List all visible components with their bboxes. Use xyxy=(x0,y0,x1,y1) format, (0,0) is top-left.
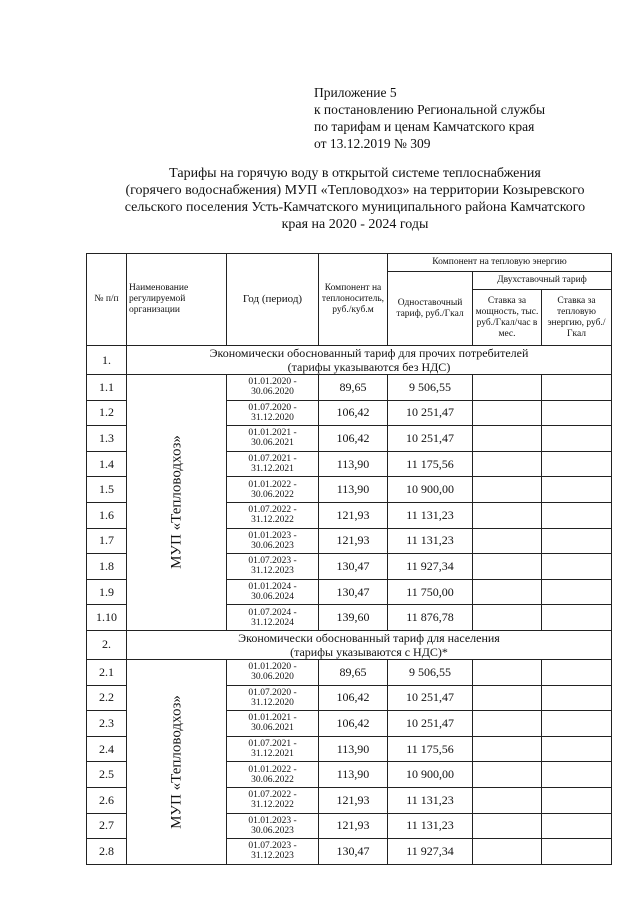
period-start: 01.07.2023 - xyxy=(248,556,297,567)
period-cell xyxy=(227,839,319,865)
period-end: 31.12.2021 xyxy=(251,749,294,760)
energy-rate-value xyxy=(542,426,612,452)
water-component-value: 121,93 xyxy=(319,502,388,528)
capacity-rate-value xyxy=(473,659,542,685)
period-cell xyxy=(227,762,319,788)
header-heat-component: Компонент на тепловую энергию xyxy=(388,254,612,272)
water-component-value: 106,42 xyxy=(319,426,388,452)
water-component-value: 106,42 xyxy=(319,685,388,711)
water-component-value: 89,65 xyxy=(319,659,388,685)
water-component-value: 130,47 xyxy=(319,579,388,605)
period-start: 01.01.2023 - xyxy=(248,530,297,541)
appendix-line-2: к постановлению Региональной службы xyxy=(314,102,546,117)
capacity-rate-value xyxy=(473,839,542,865)
water-component-value: 139,60 xyxy=(319,605,388,631)
table-body xyxy=(87,346,612,865)
energy-rate-value xyxy=(542,579,612,605)
period-cell xyxy=(227,659,319,685)
capacity-rate-value xyxy=(473,711,542,737)
energy-rate-value xyxy=(542,477,612,503)
water-component-value: 106,42 xyxy=(319,711,388,737)
section-title xyxy=(127,346,612,375)
document-title xyxy=(80,165,630,233)
organization-cell xyxy=(127,659,227,864)
period-cell xyxy=(227,451,319,477)
title-line-2: (горячего водоснабжения) МУП «Тепловодхоз» на территории Козыревского xyxy=(125,183,585,198)
row-number: 2.8 xyxy=(87,839,127,865)
period-cell xyxy=(227,477,319,503)
water-component-value: 130,47 xyxy=(319,554,388,580)
capacity-rate-value xyxy=(473,554,542,580)
period-start: 01.01.2020 - xyxy=(248,662,297,673)
period-cell xyxy=(227,711,319,737)
energy-rate-value xyxy=(542,528,612,554)
header-water-component: Компонент на теплоноситель, руб./куб.м xyxy=(319,254,388,346)
period-cell xyxy=(227,736,319,762)
header-energy-rate: Ставка за тепловую энергию, руб./Гкал xyxy=(542,290,612,346)
period-cell xyxy=(227,554,319,580)
period-end: 30.06.2022 xyxy=(251,489,294,500)
water-component-value: 121,93 xyxy=(319,787,388,813)
water-component-value: 113,90 xyxy=(319,477,388,503)
row-number: 1.9 xyxy=(87,579,127,605)
water-component-value: 113,90 xyxy=(319,736,388,762)
water-component-value: 106,42 xyxy=(319,400,388,426)
energy-rate-value xyxy=(542,502,612,528)
section-row xyxy=(87,346,612,375)
header-two-rate: Двухставочный тариф xyxy=(473,272,612,290)
period-cell xyxy=(227,528,319,554)
period-start: 01.01.2020 - xyxy=(248,377,297,388)
energy-rate-value xyxy=(542,711,612,737)
tariff-table xyxy=(86,253,612,865)
energy-rate-value xyxy=(542,554,612,580)
period-start: 01.01.2021 - xyxy=(248,428,297,439)
single-rate-value: 11 131,23 xyxy=(388,787,473,813)
water-component-value: 113,90 xyxy=(319,451,388,477)
period-start: 01.01.2021 - xyxy=(248,713,297,724)
period-start: 01.07.2024 - xyxy=(248,607,297,618)
table-row xyxy=(87,659,612,685)
header-single-rate: Одноставочный тариф, руб./Гкал xyxy=(388,272,473,346)
water-component-value: 89,65 xyxy=(319,375,388,401)
row-number: 1.7 xyxy=(87,528,127,554)
period-start: 01.07.2023 - xyxy=(248,841,297,852)
single-rate-value: 10 900,00 xyxy=(388,762,473,788)
period-start: 01.01.2022 - xyxy=(248,479,297,490)
capacity-rate-value xyxy=(473,502,542,528)
appendix-line-4: от 13.12.2019 № 309 xyxy=(314,136,431,151)
period-cell xyxy=(227,375,319,401)
water-component-value: 113,90 xyxy=(319,762,388,788)
period-end: 30.06.2023 xyxy=(251,825,294,836)
period-end: 30.06.2022 xyxy=(251,774,294,785)
period-start: 01.07.2021 - xyxy=(248,739,297,750)
period-end: 30.06.2023 xyxy=(251,540,294,551)
capacity-rate-value xyxy=(473,477,542,503)
period-start: 01.01.2023 - xyxy=(248,815,297,826)
capacity-rate-value xyxy=(473,579,542,605)
energy-rate-value xyxy=(542,375,612,401)
capacity-rate-value xyxy=(473,451,542,477)
row-number: 2.2 xyxy=(87,685,127,711)
organization-name: МУП «Тепловодхоз» xyxy=(168,435,184,570)
period-end: 31.12.2022 xyxy=(251,515,294,526)
period-cell xyxy=(227,400,319,426)
water-component-value: 121,93 xyxy=(319,528,388,554)
period-end: 31.12.2020 xyxy=(251,412,294,423)
single-rate-value: 11 175,56 xyxy=(388,451,473,477)
period-start: 01.07.2022 - xyxy=(248,790,297,801)
period-cell xyxy=(227,787,319,813)
water-component-value: 130,47 xyxy=(319,839,388,865)
period-start: 01.07.2020 - xyxy=(248,687,297,698)
section-title-line-1: Экономически обоснованный тариф для населения xyxy=(238,630,500,645)
period-cell xyxy=(227,426,319,452)
capacity-rate-value xyxy=(473,762,542,788)
row-number: 1.5 xyxy=(87,477,127,503)
row-number: 2.6 xyxy=(87,787,127,813)
water-component-value: 121,93 xyxy=(319,813,388,839)
row-number: 2.1 xyxy=(87,659,127,685)
single-rate-value: 11 927,34 xyxy=(388,839,473,865)
capacity-rate-value xyxy=(473,375,542,401)
period-start: 01.07.2020 - xyxy=(248,402,297,413)
capacity-rate-value xyxy=(473,400,542,426)
organization-cell xyxy=(127,375,227,631)
period-start: 01.01.2022 - xyxy=(248,764,297,775)
row-number: 1.3 xyxy=(87,426,127,452)
period-cell xyxy=(227,685,319,711)
energy-rate-value xyxy=(542,813,612,839)
period-end: 31.12.2023 xyxy=(251,566,294,577)
header-capacity-rate: Ставка за мощность, тыс. руб./Гкал/час в мес. xyxy=(473,290,542,346)
section-title-line-2: (тарифы указываются с НДС)* xyxy=(290,644,448,659)
title-line-3: сельского поселения Усть-Камчатского муниципального района Камчатского xyxy=(124,200,586,215)
energy-rate-value xyxy=(542,839,612,865)
row-number: 1.10 xyxy=(87,605,127,631)
energy-rate-value xyxy=(542,400,612,426)
period-end: 30.06.2024 xyxy=(251,592,294,603)
capacity-rate-value xyxy=(473,528,542,554)
title-line-4: края на 2020 - 2024 годы xyxy=(281,217,429,232)
row-number: 2.4 xyxy=(87,736,127,762)
row-number: 1.4 xyxy=(87,451,127,477)
row-number: 1.1 xyxy=(87,375,127,401)
header-period: Год (период) xyxy=(227,254,319,346)
row-number: 1.2 xyxy=(87,400,127,426)
appendix-line-3: по тарифам и ценам Камчатского края xyxy=(314,119,535,134)
row-number: 1.6 xyxy=(87,502,127,528)
section-title-line-1: Экономически обоснованный тариф для прочих потребителей xyxy=(209,346,529,360)
period-cell xyxy=(227,502,319,528)
energy-rate-value xyxy=(542,605,612,631)
row-number: 2.7 xyxy=(87,813,127,839)
energy-rate-value xyxy=(542,736,612,762)
row-number: 2.3 xyxy=(87,711,127,737)
section-title xyxy=(127,630,612,659)
single-rate-value: 10 251,47 xyxy=(388,426,473,452)
single-rate-value: 11 927,34 xyxy=(388,554,473,580)
single-rate-value: 10 251,47 xyxy=(388,685,473,711)
single-rate-value: 11 131,23 xyxy=(388,502,473,528)
energy-rate-value xyxy=(542,659,612,685)
single-rate-value: 11 876,78 xyxy=(388,605,473,631)
row-number: 1.8 xyxy=(87,554,127,580)
single-rate-value: 10 251,47 xyxy=(388,400,473,426)
single-rate-value: 11 131,23 xyxy=(388,528,473,554)
period-end: 31.12.2023 xyxy=(251,851,294,862)
capacity-rate-value xyxy=(473,787,542,813)
single-rate-value: 11 750,00 xyxy=(388,579,473,605)
period-end: 31.12.2022 xyxy=(251,800,294,811)
period-cell xyxy=(227,605,319,631)
energy-rate-value xyxy=(542,451,612,477)
organization-name: МУП «Тепловодхоз» xyxy=(168,694,184,829)
section-number: 1. xyxy=(87,346,127,375)
energy-rate-value xyxy=(542,787,612,813)
period-cell xyxy=(227,579,319,605)
appendix-line-1: Приложение 5 xyxy=(314,85,397,100)
period-end: 31.12.2021 xyxy=(251,464,294,475)
capacity-rate-value xyxy=(473,736,542,762)
period-start: 01.07.2022 - xyxy=(248,505,297,516)
single-rate-value: 10 251,47 xyxy=(388,711,473,737)
table-row xyxy=(87,375,612,401)
period-end: 31.12.2024 xyxy=(251,617,294,628)
single-rate-value: 9 506,55 xyxy=(388,659,473,685)
title-line-1: Тарифы на горячую воду в открытой системе теплоснабжения xyxy=(169,166,541,181)
section-row xyxy=(87,630,612,659)
single-rate-value: 11 131,23 xyxy=(388,813,473,839)
single-rate-value: 9 506,55 xyxy=(388,375,473,401)
single-rate-value: 11 175,56 xyxy=(388,736,473,762)
period-cell xyxy=(227,813,319,839)
header-num: № п/п xyxy=(87,254,127,346)
capacity-rate-value xyxy=(473,685,542,711)
energy-rate-value xyxy=(542,762,612,788)
capacity-rate-value xyxy=(473,813,542,839)
row-number: 2.5 xyxy=(87,762,127,788)
single-rate-value: 10 900,00 xyxy=(388,477,473,503)
capacity-rate-value xyxy=(473,426,542,452)
period-end: 31.12.2020 xyxy=(251,697,294,708)
period-end: 30.06.2020 xyxy=(251,387,294,398)
period-end: 30.06.2021 xyxy=(251,438,294,449)
section-number: 2. xyxy=(87,630,127,659)
section-title-line-2: (тарифы указываются без НДС) xyxy=(287,360,451,374)
period-end: 30.06.2021 xyxy=(251,723,294,734)
period-start: 01.07.2021 - xyxy=(248,454,297,465)
period-end: 30.06.2020 xyxy=(251,672,294,683)
energy-rate-value xyxy=(542,685,612,711)
header-org: Наименование регулируемой организации xyxy=(127,254,227,346)
capacity-rate-value xyxy=(473,605,542,631)
appendix-header xyxy=(314,84,545,152)
period-start: 01.01.2024 - xyxy=(248,582,297,593)
